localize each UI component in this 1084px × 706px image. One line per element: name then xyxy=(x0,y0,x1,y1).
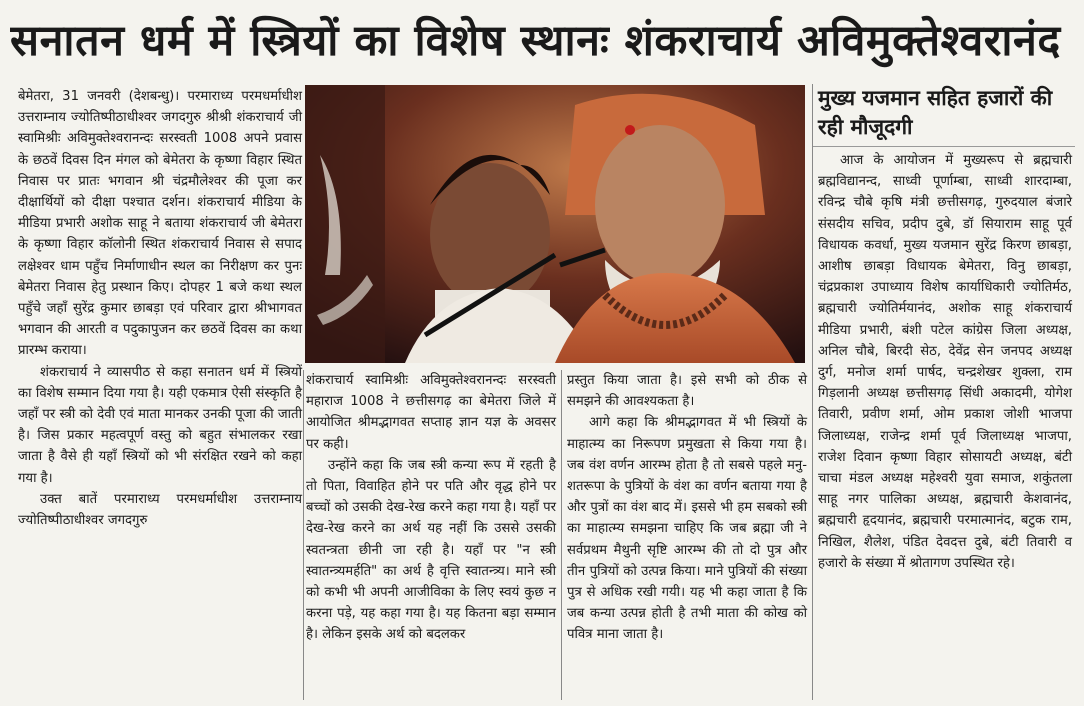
article-paragraph: आज के आयोजन में मुख्यरूप से ब्रह्मचारी ब्रह्मविद्यानन्द, साध्वी पूर्णाम्बा, साध्वी शारदाम्बा, रविन्द्र चौबे कृषि मंत्री छत्तीसगढ़, गुरुदयाल बंजारे संसदीय सचिव, प्रदीप दुबे, डॉ सियाराम साहू पूर्व विधायक कवर्धा, मुख्य यजमान सुरेंद्र किरण छाबड़ा, आशीष छाबड़ा विधायक बेमेतरा, विनु छाबड़ा, चंद्रप्रकाश उपाध्याय विशेष कार्याधिकारी ज्योतिर्मठ, ब्रह्मचारी ज्योतिर्मयानंद, अशोक साहू शंकराचार्य मीडिया प्रभारी, बंशी पटेल कांग्रेस जिला अध्यक्ष, अनिल चौबे, बिरदी सेठ, देवेंद्र सेन जनपद अध्यक्ष दुर्ग, मनोज शर्मा पार्षद, चन्द्रशेखर शुक्ला, राम गिड़लानी अध्यक्ष छत्तीसगढ़ सिंधी अकादमी, योगेश तिवारी, प्रवीण शर्मा, ओम प्रकाश जोशी भाजपा जिलाध्यक्ष, राजेन्द्र शर्मा पूर्व जिलाध्यक्ष भाजपा, राजेश दिवान कृष्णा विहार सोसायटी अध्यक्ष, बंटी चाचा मंडल अध्यक्ष महेश्वरी युवा समाज, शकुंतला साहू नगर पालिका अध्यक्ष, ब्रह्मचारी केशवानंद, ब्रह्मचारी हृदयानंद, ब्रह्मचारी परमात्मानंद, बटुक राम, निखिल, शैलेश, पंडित देवदत्त दुबे, बंटी तिवारी व हजारो के संख्या में श्रोतागण उपस्थित रहे। xyxy=(818,153,1072,571)
article-paragraph: प्रस्तुत किया जाता है। इसे सभी को ठीक से समझने की आवश्यकता है। xyxy=(567,373,807,410)
event-photo xyxy=(305,85,805,363)
column-divider xyxy=(561,370,562,700)
article-paragraph: बेमेतरा, 31 जनवरी (देशबन्धु)। परमाराध्य परमधर्माधीश उत्तराम्नाय ज्योतिष्पीठाधीश्वर जगदगुरु श्रीश्री शंकराचार्य जी स्वामिश्रीः अविमुक्तेश्वरानन्दः सरस्वती 1008 अपने प्रवास के छठवें दिवस दिन मंगल को बेमेतरा के कृष्णा विहार स्थित निवास पर प्रातः भगवान श्री चंद्रमौलेश्वर की पूजा कर दीक्षार्थियों को दीक्षा पश्चात दर्शन। शंकराचार्य मीडिया के मीडिया प्रभारी अशोक साहू ने बताया शंकराचार्य जी बेमेतरा के कृष्णा विहार कॉलोनी स्थित शंकराचार्य निवास से सपाद लक्षेश्वर धाम पहुँच निर्माणाधीन स्थल का निरीक्षण कर पुनः बेमेतरा निवास हेतु प्रस्थान किए। दोपहर 1 बजे कथा स्थल पहुँचे जहाँ सुरेंद्र कुमार छाबड़ा एवं परिवार द्वारा श्रीभागवत भगवान की आरती व पदुकापुजन कर छठवें दिवस का कथा प्रारम्भ कराया। xyxy=(18,89,302,359)
article-paragraph: आगे कहा कि श्रीमद्भागवत में भी स्त्रियों के माहात्म्य का निरूपण प्रमुखता से किया गया है। जब वंश वर्णन आरम्भ होता है तो सबसे पहले मनु-शतरूपा के पुत्रियों के वंश का वर्णन बताया गया है और पुत्रों का वंश बाद में। इससे भी हम सबको स्त्री का माहात्म्य समझना चाहिए कि जब ब्रह्मा जी ने सर्वप्रथम मैथुनी सृष्टि आरम्भ की तो दो पुत्र और तीन पुत्रियों को उत्पन्न किया। माने पुत्रियों की संख्या पुत्र से अधिक रखी गयी। यह भी कहा जाता है कि जब कन्या उत्पन्न होती है तभी माता की कोख को पवित्र माना जाता है। xyxy=(567,415,807,643)
article-paragraph: शंकराचार्य स्वामिश्रीः अविमुक्तेश्वरानन्दः सरस्वती महाराज 1008 ने छत्तीसगढ़ का बेमेतरा जिले में आयोजित श्रीमद्भागवत सप्ताह ज्ञान यज्ञ के अवसर पर कही। xyxy=(306,373,556,452)
article-column-1 xyxy=(18,86,302,531)
event-photo-image xyxy=(305,85,805,363)
subheading-rule xyxy=(813,146,1075,147)
column-divider xyxy=(812,84,813,700)
article-paragraph: शंकराचार्य ने व्यासपीठ से कहा सनातन धर्म में स्त्रियों का विशेष सम्मान दिया गया है। यही एकमात्र ऐसी संस्कृति है जहाँ पर स्त्री को देवी एवं माता मानकर उनकी पूजा की जाती है। जिस प्रकार महत्वपूर्ण वस्तु को बहुत संभालकर रखा जाता है वैसे ही यहाँ स्त्रियों को भी संरक्षित रखने को कहा गया है। xyxy=(18,364,302,486)
column-divider xyxy=(303,370,304,700)
article-column-4 xyxy=(818,150,1072,574)
headline: सनातन धर्म में स्त्रियों का विशेष स्थानः शंकराचार्य अविमुक्तेश्वरानंद xyxy=(10,16,1061,66)
article-column-3 xyxy=(567,370,807,646)
article-paragraph: उक्त बातें परमाराध्य परमधर्माधीश उत्तराम्नाय ज्योतिष्पीठाधीश्वर जगदगुरु xyxy=(18,491,302,529)
article-paragraph: उन्होंने कहा कि जब स्त्री कन्या रूप में रहती है तो पिता, विवाहित होने पर पति और वृद्ध होने पर बच्चों को उसकी देख-रेख करने कहा गया है। यहाँ पर देख-रेख करने का अर्थ यह नहीं कि उससे उसकी स्वतन्त्रता छीनी जा रही है। यहाँ पर "न स्त्री स्वातन्त्र्यमर्हति" का अर्थ है वृत्ति स्वातन्त्र्य। माने स्त्री को कभी भी अपनी आजीविका के लिए स्वयं कुछ न करना पड़े, यह कहा गया है। यह कितना बड़ा सम्मान है। लेकिन इसके अर्थ को बदलकर xyxy=(306,457,556,643)
article-column-2 xyxy=(306,370,556,646)
subheading: मुख्य यजमान सहित हजारों की रही मौजूदगी xyxy=(818,86,1053,140)
